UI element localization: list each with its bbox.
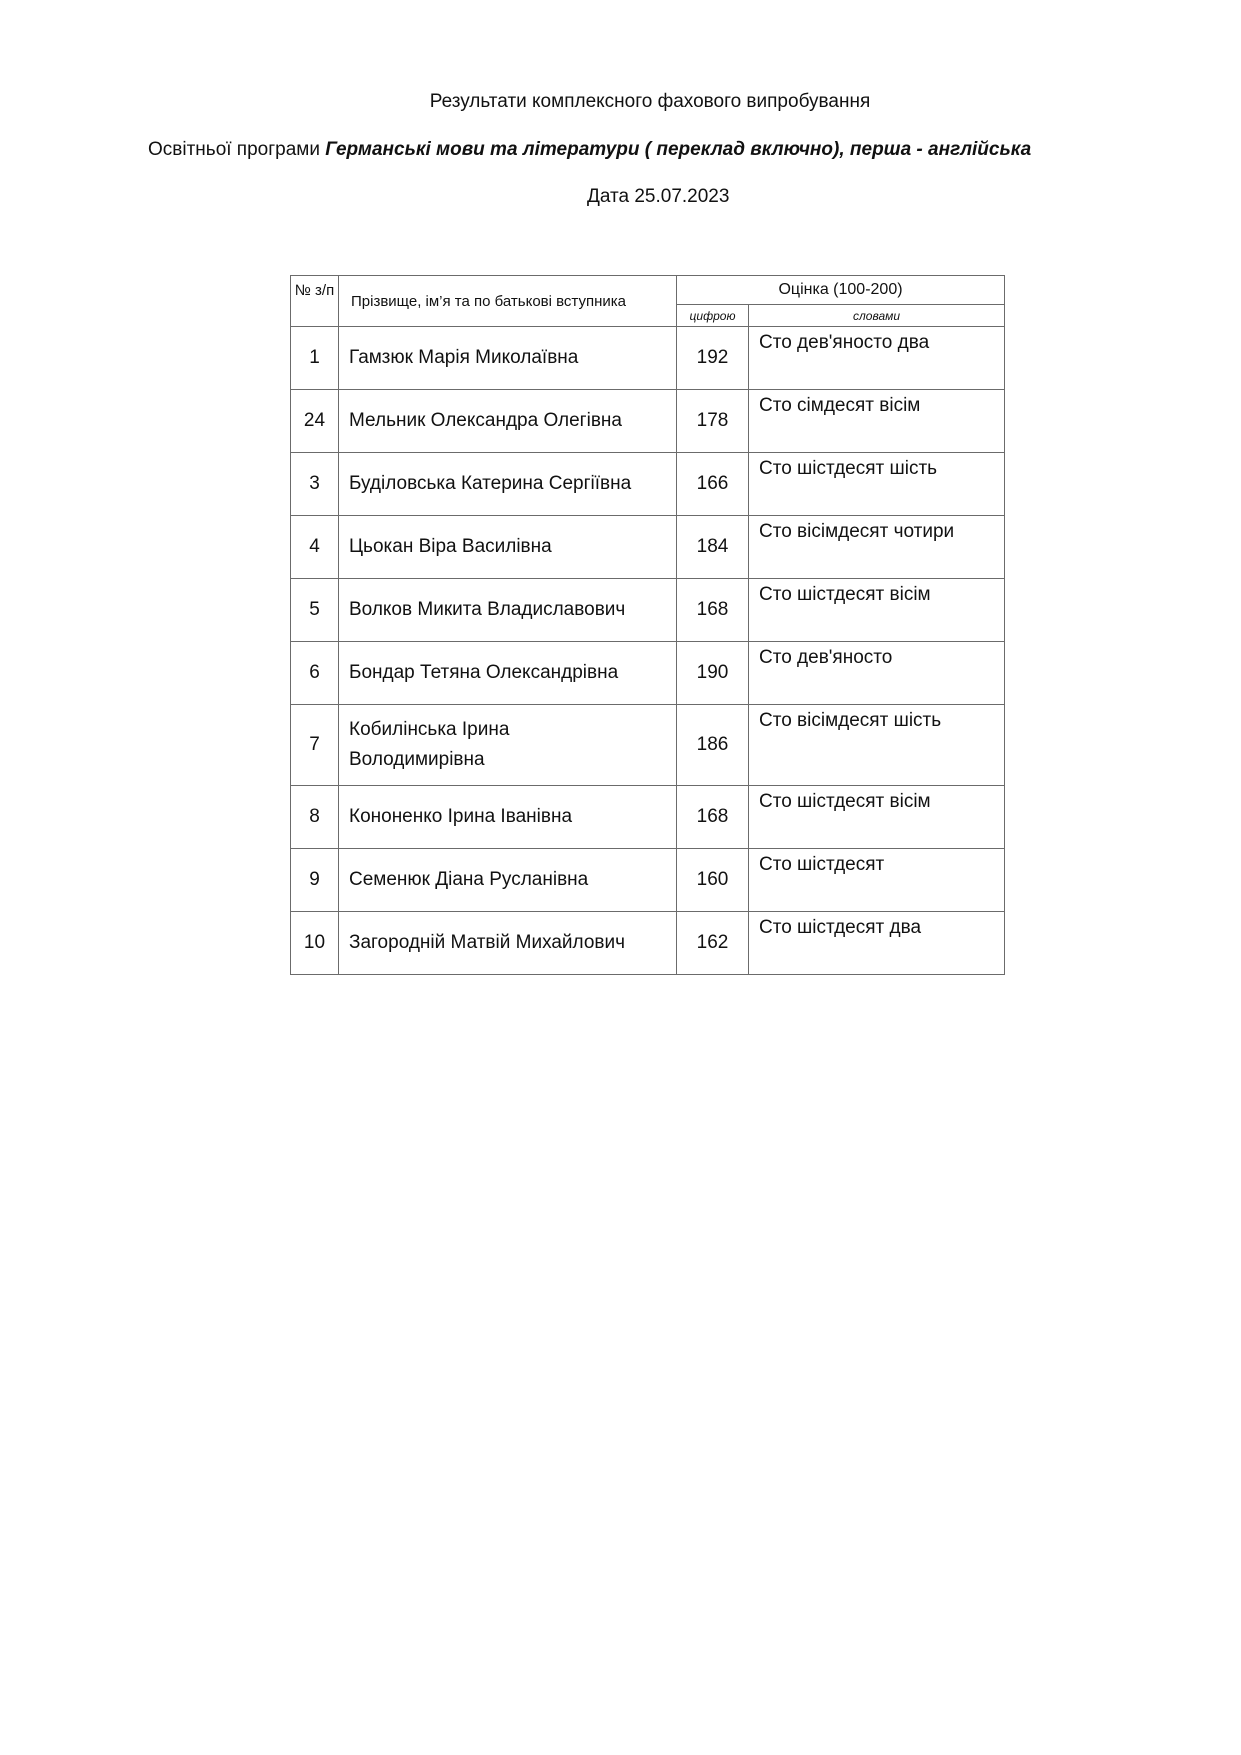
score-words: Сто шістдесят вісім [749, 786, 1005, 849]
applicant-name: Семенюк Діана Русланівна [339, 849, 677, 912]
score-digits: 166 [677, 453, 749, 516]
applicant-name: Гамзюк Марія Миколаївна [339, 327, 677, 390]
row-number: 10 [291, 912, 339, 975]
table-row [291, 327, 1005, 390]
score-words: Сто дев'яносто два [749, 327, 1005, 390]
column-header-digits: цифрою [677, 305, 749, 327]
score-digits: 184 [677, 516, 749, 579]
score-words: Сто шістдесят шість [749, 453, 1005, 516]
applicant-name: Цьокан Віра Василівна [339, 516, 677, 579]
table-row [291, 705, 1005, 786]
page-title: Результати комплексного фахового випробування [429, 91, 871, 112]
applicant-name: Кобилінська Ірина Володимирівна [339, 705, 677, 786]
score-words: Сто вісімдесят шість [749, 705, 1005, 786]
table-row [291, 912, 1005, 975]
score-digits: 168 [677, 786, 749, 849]
score-words: Сто шістдесят два [749, 912, 1005, 975]
row-number: 4 [291, 516, 339, 579]
applicant-name: Волков Микита Владиславович [339, 579, 677, 642]
column-header-words: словами [749, 305, 1005, 327]
score-words: Сто сімдесят вісім [749, 390, 1005, 453]
table-row [291, 579, 1005, 642]
column-header-name: Прізвище, ім’я та по батькові вступника [339, 276, 677, 327]
row-number: 8 [291, 786, 339, 849]
table-row [291, 786, 1005, 849]
applicant-name: Мельник Олександра Олегівна [339, 390, 677, 453]
score-words: Сто вісімдесят чотири [749, 516, 1005, 579]
table-row [291, 516, 1005, 579]
program-line [148, 138, 1031, 162]
applicant-name: Загородній Матвій Михайлович [339, 912, 677, 975]
table-row [291, 390, 1005, 453]
table-row [291, 453, 1005, 516]
score-words: Сто шістдесят вісім [749, 579, 1005, 642]
row-number: 7 [291, 705, 339, 786]
score-digits: 162 [677, 912, 749, 975]
exam-date: Дата 25.07.2023 [587, 186, 730, 207]
column-header-number: № з/п [291, 276, 339, 327]
score-words: Сто шістдесят [749, 849, 1005, 912]
program-name: Германські мови та літератури ( переклад включно), перша - англійська [325, 139, 1032, 160]
row-number: 9 [291, 849, 339, 912]
score-words: Сто дев'яносто [749, 642, 1005, 705]
table-row [291, 849, 1005, 912]
applicant-name: Кононенко Ірина Іванівна [339, 786, 677, 849]
row-number: 3 [291, 453, 339, 516]
row-number: 24 [291, 390, 339, 453]
row-number: 1 [291, 327, 339, 390]
row-number: 6 [291, 642, 339, 705]
applicant-name: Буділовська Катерина Сергіївна [339, 453, 677, 516]
score-digits: 186 [677, 705, 749, 786]
score-digits: 160 [677, 849, 749, 912]
row-number: 5 [291, 579, 339, 642]
applicant-name: Бондар Тетяна Олександрівна [339, 642, 677, 705]
table-row [291, 642, 1005, 705]
score-digits: 168 [677, 579, 749, 642]
results-table [290, 275, 1005, 975]
score-digits: 192 [677, 327, 749, 390]
score-digits: 178 [677, 390, 749, 453]
score-digits: 190 [677, 642, 749, 705]
program-prefix: Освітньої програми [148, 139, 326, 160]
column-header-score: Оцінка (100-200) [677, 276, 1005, 305]
table-header-row [291, 276, 1005, 305]
